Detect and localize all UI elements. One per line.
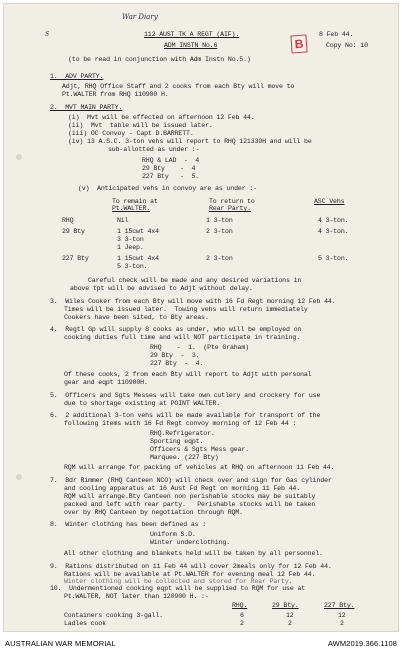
veh-note: above tpt will be advised to Adjt without delay. xyxy=(70,285,253,292)
archive-footer xyxy=(0,635,402,653)
para-10-line: Pt.WALTER, NOT later than 120900 H. :- xyxy=(64,593,209,600)
section-2-line: (iv) 13 A.S.C. 3-ton vehs will report to RHQ 121330H and will be xyxy=(68,138,312,145)
veh-row-remain: 1 15cwt 4x4 xyxy=(117,255,159,262)
eqpt-col-29bty: 29 Bty. xyxy=(272,602,299,609)
veh-row-remain: 5 3-ton. xyxy=(117,263,148,270)
transport-item: RHQ.Refrigerator. xyxy=(150,430,215,437)
para-6-line: following items with 16 Fd Regt convoy morning of 12 Feb 44 : xyxy=(64,420,297,427)
veh-row-return: 2 3-ton xyxy=(206,255,233,262)
clothing-item: Winter underclothing. xyxy=(150,539,230,546)
section-2-line: (ii) Mvt table will be issued later. xyxy=(68,122,213,129)
para-6-line: 6. 2 additional 3-ton vehs will be made available for transport of the xyxy=(50,412,321,419)
para-7-line: and cooling apparatus at 16 Aust Fd Regt on morning 11 Feb 44. xyxy=(64,485,301,492)
punch-hole xyxy=(16,474,22,480)
eqpt-col-227bty: 227 Bty. xyxy=(324,602,355,609)
section-2-heading: 2. MVT MAIN PARTY. xyxy=(50,104,123,111)
cook-allocation: 29 Bty - 3. xyxy=(150,352,200,359)
transport-item: Marquee. (227 Bty) xyxy=(150,454,219,461)
para-3-line: Cookers have been sited, to Bty areas. xyxy=(64,314,209,321)
para-3-line: 3. Wiles Cooker from each Bty will move with 16 Fd Regt morning 12 Feb 44. xyxy=(50,298,336,305)
para-4-line: 4. Regtl Gp will supply 8 cooks as under, who will be employed on xyxy=(50,326,302,333)
veh-row-asc: 4 3-ton. xyxy=(318,217,349,224)
handwritten-war-diary: War Diary xyxy=(122,13,158,21)
veh-note: Careful check will be made and any desired variations in xyxy=(88,277,302,284)
veh-row-unit: 29 Bty xyxy=(62,228,85,235)
doc-date: 8 Feb 44. xyxy=(319,31,354,38)
allotment-line: 227 Bty - 5. xyxy=(142,173,200,180)
veh-row-return: 2 3-ton xyxy=(206,228,233,235)
transport-item: Officers & Sgts Mess gear. xyxy=(150,446,249,453)
para-6-line: RQM will arrange for packing of vehicles at RHQ on afternoon 11 Feb 44. xyxy=(64,464,335,471)
document-page xyxy=(4,4,398,631)
veh-col-return-sub: Rear Party. xyxy=(209,205,251,212)
para-7-line: packed and left with rear party. Perishable stocks will be taken xyxy=(64,501,316,508)
veh-row-asc: 4 3-ton. xyxy=(318,228,349,235)
section-2-line: sub-allotted as under :- xyxy=(108,146,200,153)
doc-title: ADM INSTN No.6 xyxy=(164,42,218,49)
veh-row-remain: 3 3-ton xyxy=(117,236,144,243)
doc-subtitle: (to be read in conjunction with Adm Instn No.5.) xyxy=(68,56,251,63)
veh-row-unit: RHQ xyxy=(62,217,74,224)
cook-allocation: RHQ - 1. (Pte Graham) xyxy=(150,344,249,351)
para-5-line: due to shortage existing at POINT WALTER. xyxy=(64,400,221,407)
veh-row-remain: 1 15cwt 4x4 xyxy=(117,228,159,235)
clothing-item: Uniform S.D. xyxy=(150,531,196,538)
archive-name: AUSTRALIAN WAR MEMORIAL xyxy=(5,639,116,648)
veh-row-unit: 227 Bty xyxy=(62,255,89,262)
cook-allocation: 227 Bty - 4. xyxy=(150,360,204,367)
para-8-line: All other clothing and blankets held will be taken by all personnel. xyxy=(64,550,323,557)
veh-row-return: 1 3-ton xyxy=(206,217,233,224)
para-4-line: gear and eqpt 110900H. xyxy=(64,379,148,386)
unit-heading: 112 AUST TK A REGT (AIF). xyxy=(144,31,240,38)
archive-reference: AWM2019.366.1108 xyxy=(327,639,397,648)
veh-row-asc: 5 3-ton. xyxy=(318,255,349,262)
para-10-line: 10. Undermentioned cooking eqpt will be supplied to RQM for use at xyxy=(50,585,306,592)
handwritten-corner-mark: S xyxy=(45,31,50,38)
eqpt-item: Ladles cook xyxy=(64,620,106,627)
veh-col-return: To return to xyxy=(209,198,255,205)
section-2-line: (i) Mvt will be effected on afternoon 12 Feb 44. xyxy=(68,114,255,121)
eqpt-qty: 12 xyxy=(286,612,294,619)
veh-row-remain: Nil xyxy=(117,217,129,224)
section-2-line: (iii) OC Convoy - Capt D.BARRETT. xyxy=(68,130,194,137)
para-4-line: Of these cooks, 2 from each Bty will report to Adjt with personal xyxy=(64,371,312,378)
veh-row-remain: 1 Jeep. xyxy=(117,244,144,251)
para-7-line: over by RHQ Canteen by negotiation through RQM. xyxy=(64,509,243,516)
allotment-line: RHQ & LAD - 4 xyxy=(142,157,200,164)
section-1-line: Pt.WALTER from RHQ 110900 H. xyxy=(62,91,169,98)
para-8-line: 8. Winter clothing has been defined as : xyxy=(50,521,207,528)
eqpt-item: Containers cooking 3-gall. xyxy=(64,612,163,619)
eqpt-col-rhq: RHQ. xyxy=(232,602,248,609)
para-9-line: Rations will be available at Pt.WALTER for evening meal 12 Feb 44. xyxy=(64,571,316,578)
para-9-line-faint: Winter clothing will be collected and stored for Rear Party. xyxy=(64,578,293,585)
distribution-stamp: B xyxy=(290,34,307,53)
eqpt-qty: 2 xyxy=(288,620,292,627)
para-9-line: 9. Rations distributed on 11 Feb 44 will cover 2meals only for 12 Feb 44. xyxy=(50,563,332,570)
veh-col-remain: To remain at xyxy=(112,198,158,205)
allotment-line: 29 Bty - 4 xyxy=(142,165,196,172)
para-4-line: cooking duties full time and will NOT participate in training. xyxy=(64,334,301,341)
veh-col-remain-sub: Pt.WALTER. xyxy=(112,205,151,212)
veh-col-asc: ASC Vehs xyxy=(314,198,345,205)
punch-hole xyxy=(16,154,22,160)
para-7-line: RQM will arrange.Bty Canteen non perishable stocks may be suitably xyxy=(64,493,316,500)
eqpt-qty: 6 xyxy=(240,612,244,619)
eqpt-qty: 12 xyxy=(338,612,346,619)
transport-item: Sporting eqpt. xyxy=(150,438,204,445)
copy-number: Copy No: 10 xyxy=(326,42,368,49)
para-3-line: Times will be issued later. Towing vehs will return immediately xyxy=(64,306,308,313)
para-7-line: 7. Bdr Rimmer (RHQ Canteen NCO) will check over and sign for Gas cylinder xyxy=(50,477,332,484)
eqpt-qty: 2 xyxy=(340,620,344,627)
section-1-heading: 1. ADV PARTY. xyxy=(50,73,104,80)
para-5-line: 5. Officers and Sgts Messes will take own cutlery and crockery for use xyxy=(50,392,321,399)
eqpt-qty: 2 xyxy=(240,620,244,627)
section-1-line: Adjt, RHQ Office Staff and 2 cooks from each Bty will move to xyxy=(62,83,295,90)
section-2-line: (v) Anticipated vehs in convoy are as under :- xyxy=(78,185,257,192)
